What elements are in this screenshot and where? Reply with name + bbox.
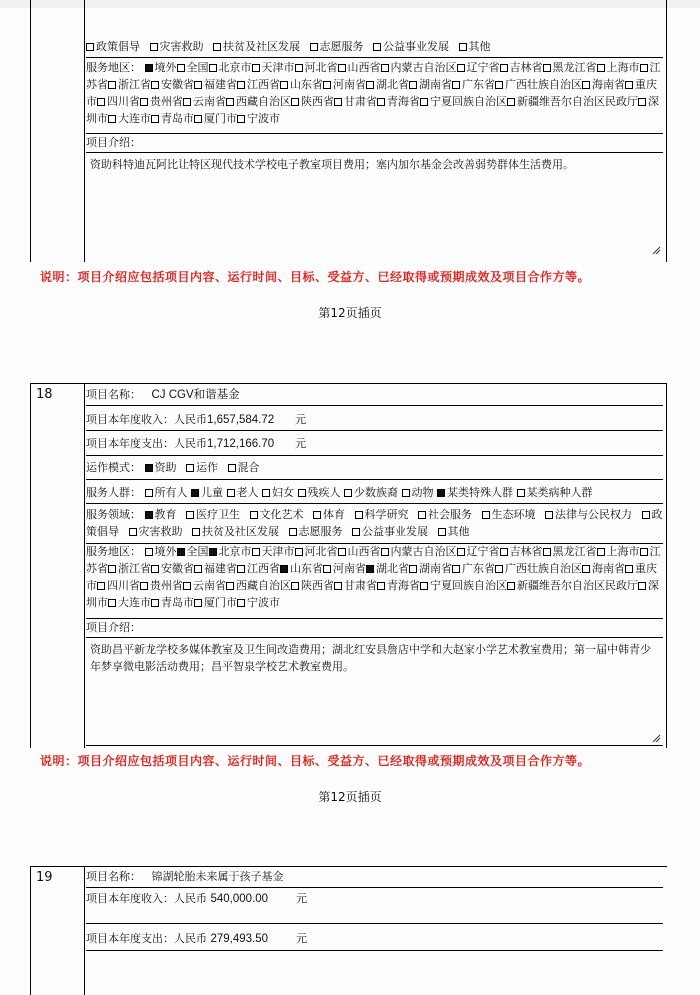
checkbox-area[interactable] (209, 548, 217, 556)
insert-page-label: 第12页插页 (318, 306, 382, 320)
checkbox-field-other[interactable] (459, 43, 467, 51)
resize-grip-icon[interactable] (652, 734, 661, 743)
checkbox-area[interactable] (640, 548, 648, 556)
area-label: 四川省 (107, 579, 140, 592)
checkbox-area[interactable] (108, 115, 116, 123)
area-label: 江西省 (247, 78, 280, 91)
income-value: 540,000.00 (210, 893, 269, 905)
expense-row: 项目本年度支出：人民币1,712,166.70 元 (86, 437, 307, 450)
area-label: 河北省 (304, 61, 338, 74)
checkbox-area[interactable] (323, 81, 331, 89)
checkbox-area[interactable] (194, 115, 202, 123)
checkbox-mode-fund[interactable] (145, 464, 153, 472)
checkbox-area[interactable] (507, 582, 515, 590)
area-label: 甘肃省 (344, 579, 377, 592)
expense-value: 1,712,166.70 (207, 438, 275, 450)
checkbox-field-volunteer[interactable] (310, 43, 318, 51)
checkbox-area[interactable] (625, 565, 633, 573)
area-label: 贵州省 (150, 95, 183, 108)
area-label: 江苏省 (86, 61, 661, 91)
area-label: 西藏自治区 (236, 579, 291, 592)
checkbox-area[interactable] (291, 98, 299, 106)
checkbox-area[interactable] (183, 582, 191, 590)
checkbox-area[interactable] (420, 98, 428, 106)
checkbox-area[interactable] (409, 81, 417, 89)
checkbox-field-public[interactable] (373, 43, 381, 51)
checkbox-area[interactable] (640, 64, 648, 72)
checkbox-area[interactable] (638, 582, 646, 590)
area-label: 甘肃省 (344, 95, 377, 108)
area-label: 广东省 (462, 562, 495, 575)
area-label: 山西省 (347, 545, 381, 558)
area-label: 江西省 (247, 562, 280, 575)
area-label: 安徽省 (161, 562, 194, 575)
checkbox-group-children[interactable] (191, 489, 199, 497)
instruction-note: 说明：项目介绍应包括项目内容、运行时间、目标、受益方、已经取得或预期成效及项目合作方等。 (40, 754, 591, 768)
insert-page-label: 第12页插页 (318, 790, 382, 804)
area-label: 陕西省 (301, 95, 334, 108)
checkbox-area[interactable] (625, 81, 633, 89)
area-label: 江苏省 (86, 545, 661, 575)
income-value: 1,657,584.72 (207, 414, 275, 426)
checkbox-area[interactable] (507, 98, 515, 106)
area-label: 内蒙古自治区 (390, 61, 457, 74)
checkbox-field-culture[interactable] (250, 511, 258, 519)
area-label: 云南省 (193, 95, 226, 108)
area-label: 青海省 (387, 579, 420, 592)
area-label: 大连市 (118, 112, 151, 125)
checkbox-area[interactable] (97, 98, 105, 106)
mode-row: 运作模式： 资助 运作 混合 (86, 461, 260, 474)
checkbox-area[interactable] (495, 565, 503, 573)
area-label: 海南省 (592, 562, 625, 575)
area-label: 北京市 (218, 545, 252, 558)
checkbox-group-disabled[interactable] (298, 489, 306, 497)
service-area-row: 服务地区： 境外 全国 北京市 天津市 河北省 山西省 内蒙古自治区 辽宁省 吉林省 黑龙江省 上海市 江苏省 浙江省 安徽省 福建省 江西省 山东省 河南省 湖北省 湖南省 广东省 广西壮族自治区 海南省 重庆市 四川省 贵州省 云南省 西藏自治区 陕西省 甘肃省 青海省 宁夏回族自治区 新疆维吾尔自治区民政厅 深圳市 大连市 青岛市 厦门市 宁波市 (86, 545, 661, 609)
checkbox-area[interactable] (194, 565, 202, 573)
project-block-19 (30, 866, 667, 995)
area-label: 天津市 (261, 61, 295, 74)
checkbox-field-poverty[interactable] (192, 528, 200, 536)
checkbox-area[interactable] (543, 64, 551, 72)
area-label: 辽宁省 (466, 61, 500, 74)
checkbox-area[interactable] (457, 548, 465, 556)
area-label: 湖北省 (376, 78, 409, 91)
checkbox-area[interactable] (495, 81, 503, 89)
checkbox-area[interactable] (151, 565, 159, 573)
area-label: 新疆维吾尔自治区民政厅 (517, 95, 638, 108)
area-label: 河南省 (333, 78, 366, 91)
checkbox-field-other[interactable] (438, 528, 446, 536)
checkbox-field-volunteer[interactable] (289, 528, 297, 536)
intro-label: 项目介绍： (86, 136, 141, 149)
checkbox-area[interactable] (108, 81, 116, 89)
area-label: 全国 (186, 61, 209, 74)
checkbox-area[interactable] (252, 64, 260, 72)
checkbox-area[interactable] (582, 565, 590, 573)
area-label: 大连市 (118, 596, 151, 609)
checkbox-area[interactable] (338, 548, 346, 556)
project-name-row: 项目名称： 锦湖轮胎未来属于孩子基金 (86, 870, 284, 883)
checkbox-area[interactable] (420, 582, 428, 590)
area-label: 浙江省 (118, 78, 151, 91)
checkbox-area[interactable] (177, 64, 185, 72)
service-area-row: 服务地区： 境外 全国 北京市 天津市 河北省 山西省 内蒙古自治区 辽宁省 吉林省 黑龙江省 上海市 江苏省 浙江省 安徽省 福建省 江西省 山东省 河南省 湖北省 湖南省 广东省 广西壮族自治区 海南省 重庆市 四川省 贵州省 云南省 西藏自治区 陕西省 甘肃省 青海省 宁夏回族自治区 新疆维吾尔自治区民政厅 深圳市 大连市 青岛市 厦门市 宁波市 (86, 61, 661, 125)
checkbox-area[interactable] (381, 64, 389, 72)
area-label: 重庆市 (86, 78, 657, 108)
checkbox-area[interactable] (323, 565, 331, 573)
project-number: 18 (36, 387, 53, 402)
checkbox-group-women[interactable] (262, 489, 270, 497)
checkbox-area[interactable] (140, 582, 148, 590)
area-label: 山西省 (347, 61, 381, 74)
area-label: 宁波市 (247, 112, 280, 125)
checkbox-area[interactable] (377, 582, 385, 590)
area-label: 河北省 (304, 545, 338, 558)
area-label: 上海市 (606, 545, 640, 558)
area-label: 黑龙江省 (552, 545, 597, 558)
area-label: 湖北省 (376, 562, 409, 575)
checkbox-area[interactable] (366, 565, 374, 573)
checkbox-field-poverty[interactable] (213, 43, 221, 51)
checkbox-field-law[interactable] (545, 511, 553, 519)
area-label: 四川省 (107, 95, 140, 108)
area-label: 云南省 (193, 579, 226, 592)
checkbox-area[interactable] (409, 565, 417, 573)
area-label: 吉林省 (509, 61, 543, 74)
fields-row: 服务领域： 教育 医疗卫生 文化艺术 体育 科学研究 社会服务 生态环境 法律与公民权力 政策倡导 灾害救助 扶贫及社区发展 志愿服务 公益事业发展 其他 (86, 508, 663, 538)
checkbox-area[interactable] (151, 115, 159, 123)
checkbox-area[interactable] (194, 81, 202, 89)
checkbox-group-elderly[interactable] (227, 489, 235, 497)
area-label: 吉林省 (509, 545, 543, 558)
checkbox-area[interactable] (194, 599, 202, 607)
area-label: 黑龙江省 (552, 61, 597, 74)
area-label: 山东省 (290, 562, 323, 575)
checkbox-area[interactable] (145, 64, 153, 72)
checkbox-field-eco[interactable] (482, 511, 490, 519)
checkbox-area[interactable] (638, 98, 646, 106)
area-label: 新疆维吾尔自治区民政厅 (517, 579, 638, 592)
resize-grip-icon[interactable] (652, 246, 661, 255)
checkbox-area[interactable] (280, 81, 288, 89)
area-label: 安徽省 (161, 78, 194, 91)
checkbox-area[interactable] (597, 64, 605, 72)
checkbox-field-science[interactable] (355, 511, 363, 519)
checkbox-area[interactable] (108, 565, 116, 573)
income-row: 项目本年度收入：人民币1,657,584.72 元 (86, 413, 307, 426)
checkbox-area[interactable] (500, 64, 508, 72)
checkbox-field-public[interactable] (352, 528, 360, 536)
checkbox-mode-operate[interactable] (186, 464, 194, 472)
checkbox-area[interactable] (582, 81, 590, 89)
area-label: 辽宁省 (466, 545, 500, 558)
checkbox-area[interactable] (500, 548, 508, 556)
area-label: 浙江省 (118, 562, 151, 575)
area-label: 上海市 (606, 61, 640, 74)
area-label: 广东省 (462, 78, 495, 91)
checkbox-area[interactable] (338, 64, 346, 72)
checkbox-area[interactable] (97, 582, 105, 590)
checkbox-area[interactable] (183, 98, 191, 106)
fields-row-cont: 政策倡导 灾害救助 扶贫及社区发展 志愿服务 公益事业发展 其他 (86, 38, 663, 55)
group-row: 服务人群： 所有人 儿童 老人 妇女 残疾人 少数族裔 动物 某类特殊人群 某类病种人群 (86, 486, 593, 499)
checkbox-area[interactable] (177, 548, 185, 556)
checkbox-area[interactable] (452, 565, 460, 573)
project-name-row: 项目名称： CJ CGV和谐基金 (86, 388, 240, 401)
instruction-note: 说明：项目介绍应包括项目内容、运行时间、目标、受益方、已经取得或预期成效及项目合作方等。 (40, 270, 591, 284)
checkbox-field-social[interactable] (418, 511, 426, 519)
area-label: 西藏自治区 (236, 95, 291, 108)
checkbox-area[interactable] (280, 565, 288, 573)
checkbox-area[interactable] (145, 548, 153, 556)
area-label: 宁夏回族自治区 (430, 579, 507, 592)
area-label: 宁夏回族自治区 (430, 95, 507, 108)
area-label: 天津市 (261, 545, 295, 558)
checkbox-group-all[interactable] (145, 489, 153, 497)
checkbox-field-medical[interactable] (186, 511, 194, 519)
checkbox-field-sport[interactable] (313, 511, 321, 519)
checkbox-field-policy[interactable] (86, 43, 94, 51)
area-label: 全国 (186, 545, 209, 558)
checkbox-area[interactable] (209, 64, 217, 72)
area-label: 青岛市 (161, 596, 194, 609)
checkbox-area[interactable] (226, 582, 234, 590)
area-label: 海南省 (592, 78, 625, 91)
checkbox-field-disaster[interactable] (150, 43, 158, 51)
area-label: 湖南省 (419, 78, 452, 91)
area-label: 陕西省 (301, 579, 334, 592)
area-label: 厦门市 (204, 112, 237, 125)
checkbox-area[interactable] (334, 98, 342, 106)
area-label: 境外 (154, 545, 177, 558)
project-block-18 (30, 383, 667, 748)
checkbox-area[interactable] (237, 565, 245, 573)
area-label: 广西壮族自治区 (505, 562, 582, 575)
checkbox-area[interactable] (108, 599, 116, 607)
checkbox-area[interactable] (457, 64, 465, 72)
area-label: 湖南省 (419, 562, 452, 575)
area-label: 厦门市 (204, 596, 237, 609)
area-label: 福建省 (204, 562, 237, 575)
checkbox-field-education[interactable] (145, 511, 153, 519)
area-label: 贵州省 (150, 579, 183, 592)
area-label: 重庆市 (86, 562, 657, 592)
checkbox-area[interactable] (334, 582, 342, 590)
checkbox-area[interactable] (237, 115, 245, 123)
area-label: 山东省 (290, 78, 323, 91)
area-label: 北京市 (218, 61, 252, 74)
checkbox-area[interactable] (151, 599, 159, 607)
area-label: 宁波市 (247, 596, 280, 609)
checkbox-group-animal[interactable] (402, 489, 410, 497)
project-block-17 (30, 0, 667, 262)
checkbox-field-policy[interactable] (642, 511, 650, 519)
area-label: 青岛市 (161, 112, 194, 125)
checkbox-area[interactable] (237, 81, 245, 89)
checkbox-area[interactable] (377, 98, 385, 106)
intro-label: 项目介绍： (86, 621, 141, 634)
area-label: 河南省 (333, 562, 366, 575)
checkbox-area[interactable] (140, 98, 148, 106)
area-label: 内蒙古自治区 (390, 545, 457, 558)
project-number: 19 (36, 870, 53, 885)
project-description: 资助昌平新龙学校多媒体教室及卫生间改造费用；湖北红安县詹店中学和大赵家小学艺术教室费用；第一届中韩青少年梦享微电影活动费用；昌平智泉学校艺术教室费用。 (90, 643, 651, 673)
checkbox-area[interactable] (237, 599, 245, 607)
checkbox-group-special[interactable] (437, 489, 445, 497)
checkbox-area[interactable] (226, 98, 234, 106)
area-label: 广西壮族自治区 (505, 78, 582, 91)
checkbox-area[interactable] (151, 81, 159, 89)
project-name: 锦湖轮胎未来属于孩子基金 (151, 870, 284, 883)
checkbox-area[interactable] (291, 582, 299, 590)
area-label: 深圳市 (86, 579, 659, 609)
project-name: CJ CGV和谐基金 (151, 389, 240, 401)
income-row: 项目本年度收入：人民币 540,000.00 元 (86, 892, 308, 905)
checkbox-area[interactable] (366, 81, 374, 89)
area-label: 福建省 (204, 78, 237, 91)
checkbox-mode-mixed[interactable] (228, 464, 236, 472)
expense-value: 279,493.50 (210, 933, 269, 945)
project-description: 资助科特迪瓦阿比让特区现代技术学校电子教室项目费用；塞内加尔基金会改善弱势群体生活费用。 (90, 158, 574, 171)
checkbox-area[interactable] (597, 548, 605, 556)
expense-row: 项目本年度支出：人民币 279,493.50 元 (86, 932, 308, 945)
area-label: 境外 (154, 61, 177, 74)
area-label: 青海省 (387, 95, 420, 108)
area-label: 深圳市 (86, 95, 659, 125)
checkbox-area[interactable] (295, 64, 303, 72)
checkbox-area[interactable] (295, 548, 303, 556)
checkbox-area[interactable] (252, 548, 260, 556)
checkbox-area[interactable] (381, 548, 389, 556)
checkbox-group-minority[interactable] (344, 489, 352, 497)
checkbox-area[interactable] (452, 81, 460, 89)
checkbox-group-disease[interactable] (517, 489, 525, 497)
checkbox-field-disaster[interactable] (129, 528, 137, 536)
checkbox-area[interactable] (543, 548, 551, 556)
